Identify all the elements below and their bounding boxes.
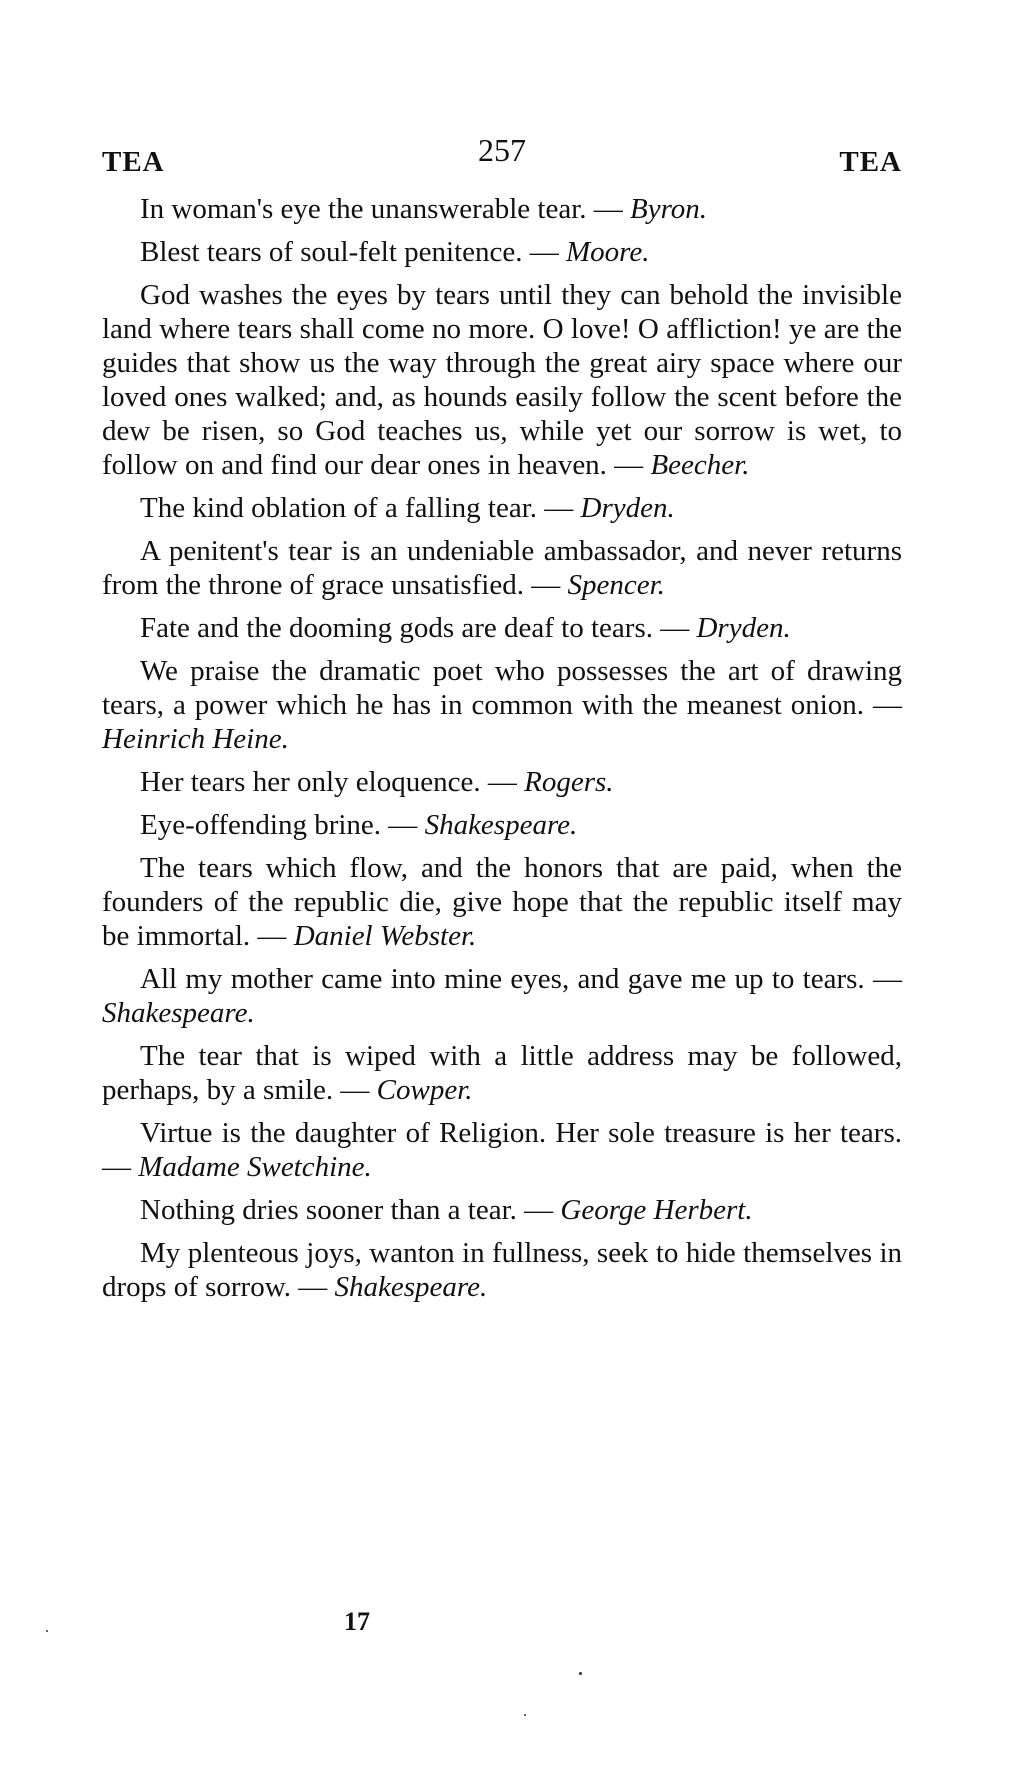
- quote-author: Shakespeare.: [334, 1271, 488, 1303]
- quote-13: Virtue is the daughter of Religion. Her sole treasure is her tears. — Madame Swetchine.: [102, 1117, 902, 1183]
- quote-author: George Herbert.: [560, 1194, 753, 1226]
- quote-author: Heinrich Heine.: [102, 723, 289, 755]
- quote-3: God washes the eyes by tears until they can behold the invisible land where tears shall come no more. O love! O affliction! ye are the guides that show us the way through the great airy space where our loved ones walked; and, as hounds easily follow the scent before the dew be risen, so God teaches us, while yet our sorrow is wet, to follow on and find our dear ones in heaven. — Beecher.: [102, 279, 902, 481]
- quote-author: Beecher.: [650, 449, 750, 481]
- quote-author: Shakespeare.: [424, 809, 578, 841]
- quote-14: Nothing dries sooner than a tear. — George Herbert.: [140, 1194, 753, 1226]
- signature-mark: 17: [344, 1607, 370, 1636]
- quote-15: My plenteous joys, wanton in fullness, seek to hide themselves in drops of sorrow. — Shakespeare.: [102, 1237, 902, 1303]
- header-left-keyword: TEA: [102, 146, 165, 178]
- quote-author: Moore.: [566, 236, 650, 268]
- quotation-list: [102, 192, 902, 1304]
- quote-author: Shakespeare.: [102, 997, 255, 1029]
- quote-author: Dryden.: [580, 492, 675, 524]
- quote-2: Blest tears of soul-felt penitence. — Moore.: [140, 236, 650, 268]
- quote-7: We praise the dramatic poet who possesses the art of drawing tears, a power which he has in common with the meanest onion. — Heinrich Heine.: [102, 655, 902, 755]
- quote-1: In woman's eye the unanswerable tear. — Byron.: [140, 193, 708, 225]
- quote-author: Madame Swetchine.: [138, 1151, 372, 1183]
- quote-author: Spencer.: [567, 569, 665, 601]
- running-header: [102, 132, 902, 180]
- quote-9: Eye-offending brine. — Shakespeare.: [140, 809, 578, 841]
- quote-author: Daniel Webster.: [293, 920, 477, 952]
- book-page: [102, 132, 902, 1313]
- quote-author: Rogers.: [524, 766, 614, 798]
- quote-11: All my mother came into mine eyes, and gave me up to tears. — Shakespeare.: [102, 963, 902, 1029]
- quote-6: Fate and the dooming gods are deaf to tears. — Dryden.: [140, 612, 791, 644]
- quote-4: The kind oblation of a falling tear. — Dryden.: [140, 492, 675, 524]
- page-number: 257: [478, 132, 526, 168]
- quote-8: Her tears her only eloquence. — Rogers.: [140, 766, 614, 798]
- quote-author: Dryden.: [696, 612, 791, 644]
- print-speck: [46, 1630, 48, 1632]
- print-speck: [524, 1714, 526, 1716]
- quote-author: Cowper.: [376, 1074, 473, 1106]
- quote-5: A penitent's tear is an undeniable ambassador, and never returns from the throne of grace unsatisfied. — Spencer.: [102, 535, 902, 601]
- quote-12: The tear that is wiped with a little address may be followed, perhaps, by a smile. — Cowper.: [102, 1040, 902, 1106]
- quote-10: The tears which flow, and the honors that are paid, when the founders of the republic die, give hope that the republic itself may be immortal. — Daniel Webster.: [102, 852, 902, 952]
- print-speck: [579, 1672, 582, 1675]
- header-right-keyword: TEA: [839, 146, 902, 178]
- quote-author: Byron.: [630, 193, 708, 225]
